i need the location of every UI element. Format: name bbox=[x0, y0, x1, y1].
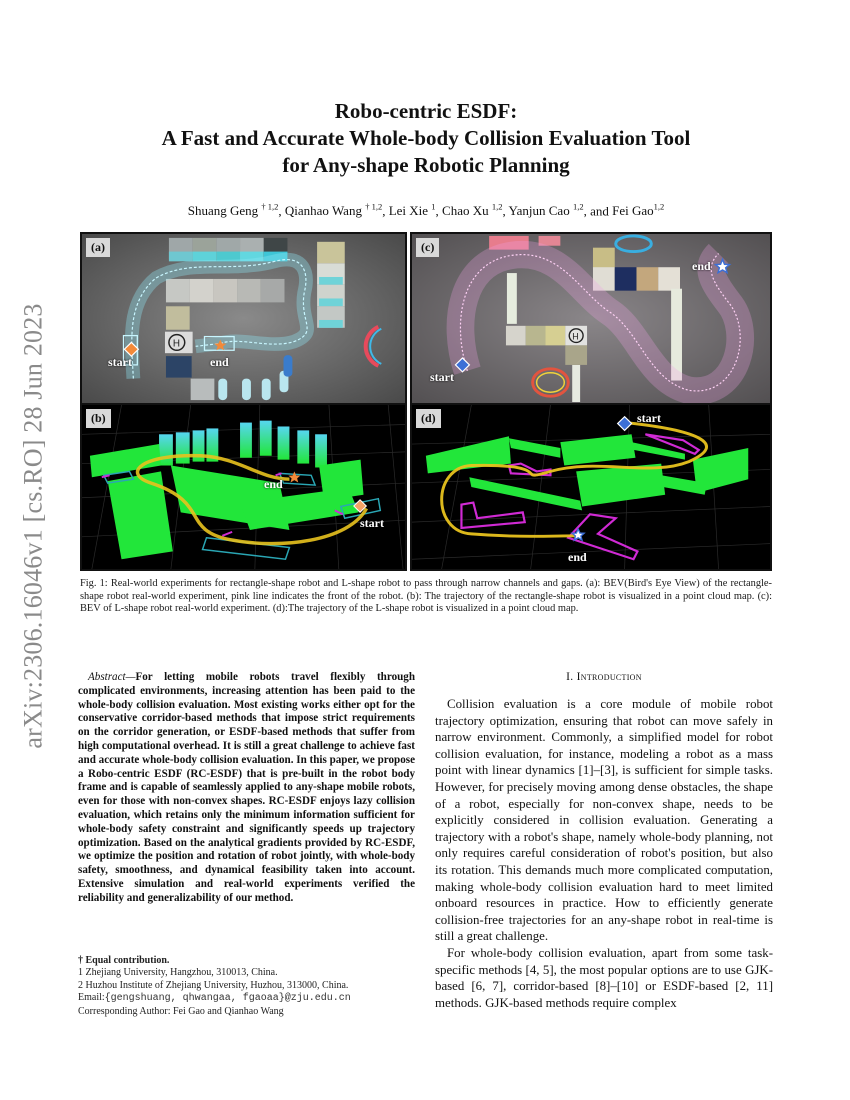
author-list: Shuang Geng $^{\dagger 1,2}$, Qianhao Wang $^{\dagger 1,2}$, Lei Xie $^1$, Chao Xu $^{1,2}$, Yanjun Cao $^{1,2}$, and Fei Gao$^{1,2}$ bbox=[187, 202, 665, 219]
end-label: end bbox=[568, 550, 587, 564]
panel-label: (d) bbox=[416, 409, 441, 428]
start-label: start bbox=[360, 516, 384, 530]
start-label: start bbox=[637, 411, 661, 425]
right-column bbox=[435, 671, 773, 1011]
arxiv-stamp bbox=[14, 296, 54, 756]
figure-caption: Fig. 1: Real-world experiments for rectangle-shape robot and L-shape robot to pass through narrow channels and gaps. (a): BEV(Bird's Eye View) of the rectangle-shape robot real-world experiment, pink line indicates the front of the robot. (b): The trajectory of the rectangle-shape robot is visualized in a point cloud map. (c): BEV of L-shape robot real-world experiment. (d):The trajectory of the L-shape robot is visualized in a point cloud map. bbox=[80, 578, 772, 615]
figure-panel-a bbox=[80, 232, 407, 405]
start-label: start bbox=[108, 355, 132, 369]
title-line-1: Robo-centric ESDF: bbox=[334, 99, 518, 123]
panel-label: (a) bbox=[86, 238, 110, 257]
paper-title bbox=[80, 98, 772, 179]
svg-text:H: H bbox=[172, 338, 181, 350]
bev-l-shape-robot-image bbox=[412, 234, 770, 403]
abstract-text: For letting mobile robots travel flexibly through complicated environments, increasing attention has been paid to the whole-body collision evaluation. Most existing works either opt for the conservative corridor-based methods that impose strict requirements on the corridor generation, or ESDF-based methods that suffer from high computational overhead. It is still a great challenge to achieve fast and accurate whole-body collision evaluation. In this paper, we propose a Robo-centric ESDF (RC-ESDF) that is pre-built in the robot body frame and is capable of seamlessly applied to any-shape mobile robots, even for those with non-convex shapes. RC-ESDF enjoys lazy collision evaluation, which retains only the minimum information sufficient for whole-body safety constraint and significantly speeds up trajectory optimization. Based on the analytical gradients provided by RC-ESDF, we optimize the position and rotation of robot jointly, with whole-body safety, smoothness, and dynamical feasibility taken into account. Extensive simulation and real-world experiments verified the reliability and generalizability of our method. bbox=[78, 671, 415, 904]
author: Shuang Geng $^{\dagger 1,2}$ bbox=[187, 202, 279, 219]
footnotes bbox=[78, 955, 418, 1018]
left-column bbox=[78, 671, 415, 906]
panel-label: (c) bbox=[416, 238, 439, 257]
end-label: end bbox=[692, 259, 711, 273]
affiliation-2: 2 Huzhou Institute of Zhejiang University, Huzhou, 313000, China. bbox=[78, 979, 349, 991]
section-heading-introduction: I. Introduction bbox=[566, 671, 642, 683]
figure-panel-c bbox=[410, 232, 772, 405]
figure-panel-b bbox=[80, 403, 407, 571]
pointcloud-rectangle-robot-image bbox=[82, 405, 405, 569]
title-line-3: for Any-shape Robotic Planning bbox=[282, 153, 570, 177]
author: Yanjun Cao $^{1,2}$ bbox=[508, 202, 584, 219]
abstract bbox=[78, 671, 415, 906]
svg-text:H: H bbox=[572, 331, 579, 342]
arxiv-id: arXiv:2306.16046v1 [cs.RO] 28 Jun 2023 bbox=[19, 303, 49, 749]
email-line: Email:{gengshuang, qhwangaa, fgaoaa}@zju.edu.cn bbox=[78, 992, 351, 1005]
author: Fei Gao$^{1,2}$ bbox=[612, 202, 665, 219]
intro-paragraph: Collision evaluation is a core module of mobile robot trajectory optimization, ensuring that robot can move safely in narrow environment. Commonly, a simplified model for robot collision evaluation, for instance, modeling a robot as a mass point with linear dynamics [1]–[3], is sufficient for simple tasks. However, for precisely moving among dense obstacles, the shape of a robot, especially for non-convex shape, needs to be explicitly considered in collision evaluation. Generating a trajectory with a robot's shape, namely whole-body planning, not only requires careful consideration of robot's position, but also its rotation. This demands much more complicated computation, making whole-body collision evaluation hard to meet limited onboard resources in practice. How to efficiently generate collision-free trajectories for an any-shape robot in real-time is still a great challenge. bbox=[435, 697, 773, 944]
abstract-heading: Abstract— bbox=[88, 671, 136, 683]
author: Lei Xie $^1$ bbox=[388, 202, 436, 219]
end-label: end bbox=[210, 355, 229, 369]
email-address: {gengshuang, qhwangaa, fgaoaa}@zju.edu.cn bbox=[104, 993, 351, 1005]
figure-1 bbox=[80, 232, 772, 571]
end-label: end bbox=[264, 477, 283, 491]
affiliation-1: 1 Zhejiang University, Hangzhou, 310013, China. bbox=[78, 967, 278, 979]
panel-label: (b) bbox=[86, 409, 111, 428]
intro-paragraph: For whole-body collision evaluation, apart from some task-specific methods [4, 5], the most popular options are to use GJK-based [6, 7], corridor-based [8]–[10] or ESDF-based [2, 11] methods. GJK-based methods require complex bbox=[435, 945, 773, 1010]
title-line-2: A Fast and Accurate Whole-body Collision Evaluation Tool bbox=[161, 126, 691, 150]
start-label: start bbox=[430, 370, 454, 384]
equal-contribution-note: † Equal contribution. bbox=[78, 955, 170, 966]
figure-panel-d bbox=[410, 403, 772, 571]
pointcloud-l-shape-robot-image bbox=[412, 405, 770, 569]
bev-rectangle-robot-image bbox=[82, 234, 405, 403]
author: Qianhao Wang $^{\dagger 1,2}$ bbox=[284, 202, 383, 219]
corresponding-author: Corresponding Author: Fei Gao and Qianhao Wang bbox=[78, 1005, 284, 1017]
author: Chao Xu $^{1,2}$ bbox=[442, 202, 503, 219]
